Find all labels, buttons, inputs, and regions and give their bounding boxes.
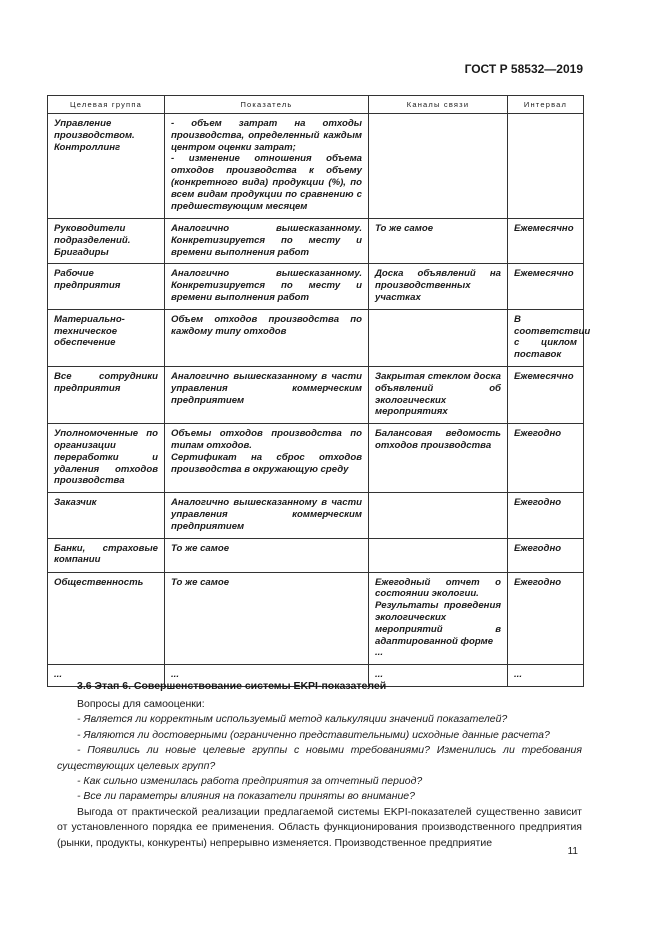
cell-channels: Закрытая стеклом доска объявлений об экологических мероприятиях (369, 366, 508, 423)
question-item: - Появились ли новые целевые группы с новыми требованиями? Изменились ли требования существующих целевых групп? (57, 744, 582, 772)
table-row (48, 309, 584, 366)
cell-interval: Ежемесячно (508, 219, 584, 264)
question-item: - Как сильно изменилась работа предприятия за отчетный период? (77, 775, 423, 788)
cell-target-group: Управление производством. Контроллинг (48, 114, 165, 219)
communication-table (47, 95, 591, 687)
cell-channels (369, 114, 508, 219)
column-header-channels: Каналы связи (369, 96, 508, 114)
cell-interval: ... (508, 665, 584, 687)
column-header-interval: Интервал (508, 96, 584, 114)
cell-indicator: - объем затрат на отходы производства, определенный каждым центром оценки затрат; - изменение отношения объема отходов производства к объему (конкретного вида) продукции (%), по всем видам продукции по сравнению с предшествующим месяцем (165, 114, 369, 219)
cell-target-group: Общественность (48, 572, 165, 665)
table-row (48, 264, 584, 309)
cell-interval: Ежегодно (508, 572, 584, 665)
table-row (48, 219, 584, 264)
cell-indicator: Аналогично вышесказанному. Конкретизируется по месту и времени выполнения работ (165, 219, 369, 264)
cell-target-group: ... (48, 665, 165, 687)
table-header-row (48, 96, 584, 114)
cell-target-group: Все сотрудники предприятия (48, 366, 165, 423)
cell-indicator: ... (165, 665, 369, 687)
cell-indicator: Аналогично вышесказанному в части управления коммерческим предприятием (165, 366, 369, 423)
table-row (48, 424, 584, 493)
cell-target-group: Материально-техническое обеспечение (48, 309, 165, 366)
cell-interval: В соответствии с циклом поставок (508, 309, 584, 366)
table-row (48, 366, 584, 423)
cell-indicator: Аналогично вышесказанному в части управления коммерческим предприятием (165, 493, 369, 538)
cell-interval: Ежегодно (508, 493, 584, 538)
cell-channels: ... (369, 665, 508, 687)
cell-indicator: Объемы отходов производства по типам отходов. Сертификат на сброс отходов производства в окружающую среду (165, 424, 369, 493)
page-number: 11 (567, 846, 578, 857)
cell-channels (369, 493, 508, 538)
cell-channels: Балансовая ведомость отходов производства (369, 424, 508, 493)
cell-indicator: Аналогично вышесказанному. Конкретизируется по месту и времени выполнения работ (165, 264, 369, 309)
body-paragraph: Выгода от практической реализации предлагаемой системы EKPI-показателей существенно зависит от установленного порядка ее применения. Область функционирования производственного предприятия (рынки, продукты, конкуренты) непрерывно изменяется. Производственное предприятие (57, 805, 582, 849)
question-item: - Все ли параметры влияния на показатели приняты во внимание? (77, 790, 415, 803)
questions-intro: Вопросы для самооценки: (77, 698, 205, 710)
cell-interval: Ежегодно (508, 538, 584, 572)
cell-channels: Ежегодный отчет о состоянии экологии. Результаты проведения экологических мероприятий в адаптированной форме ... (369, 572, 508, 665)
cell-channels (369, 538, 508, 572)
body-text (57, 697, 582, 851)
cell-indicator: Объем отходов производства по каждому типу отходов (165, 309, 369, 366)
cell-target-group: Банки, страховые компании (48, 538, 165, 572)
table-row (48, 114, 584, 219)
standard-code: ГОСТ Р 58532—2019 (464, 62, 583, 76)
cell-interval: Ежемесячно (508, 264, 584, 309)
table-row (48, 538, 584, 572)
column-header-indicator: Показатель (165, 96, 369, 114)
question-item: - Является ли корректным используемый метод калькуляции значений показателей? (77, 713, 508, 726)
section-title: 3.6 Этап 6. Совершенствование системы EKPI-показателей (77, 680, 387, 692)
cell-interval: Ежемесячно (508, 366, 584, 423)
cell-interval (508, 114, 584, 219)
table-row (48, 572, 584, 665)
cell-indicator: То же самое (165, 572, 369, 665)
cell-target-group: Рабочие предприятия (48, 264, 165, 309)
cell-target-group: Уполномоченные по организации переработки и удаления отходов производства (48, 424, 165, 493)
cell-channels (369, 309, 508, 366)
table-row (48, 493, 584, 538)
cell-interval: Ежегодно (508, 424, 584, 493)
cell-channels: То же самое (369, 219, 508, 264)
cell-target-group: Руководители подразделений. Бригадиры (48, 219, 165, 264)
column-header-target-group: Целевая группа (48, 96, 165, 114)
cell-target-group: Заказчик (48, 493, 165, 538)
question-item: - Являются ли достоверными (ограниченно представительными) исходные данные расчета? (77, 728, 550, 741)
cell-channels: Доска объявлений на производственных участках (369, 264, 508, 309)
cell-indicator: То же самое (165, 538, 369, 572)
